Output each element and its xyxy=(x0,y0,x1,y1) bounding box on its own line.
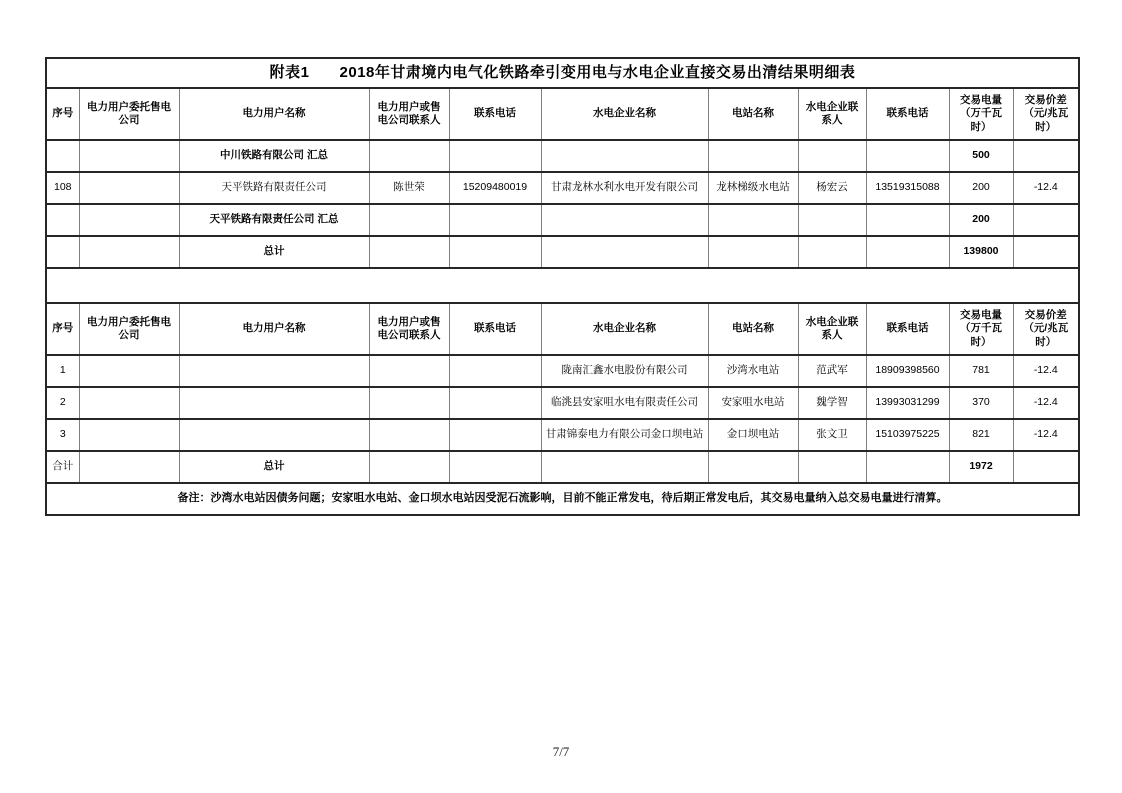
cell-hydro-contact xyxy=(798,451,866,483)
cell-hydro-phone: 18909398560 xyxy=(866,355,949,387)
cell-power-user-name: 总计 xyxy=(179,236,369,268)
column-header-user-or-sales-contact: 电力用户或售电公司联系人 xyxy=(369,88,449,140)
section-spacer-row xyxy=(46,268,1079,303)
cell-price-diff xyxy=(1013,236,1079,268)
cell-entrusted-sales-company xyxy=(79,204,179,236)
cell-hydro-contact xyxy=(798,204,866,236)
cell-hydro-company-name: 临洮县安家咀水电有限责任公司 xyxy=(541,387,708,419)
cell-contact-phone xyxy=(449,387,541,419)
table-title-cell xyxy=(46,58,1079,88)
cell-hydro-contact: 杨宏云 xyxy=(798,172,866,204)
cell-hydro-company-name xyxy=(541,140,708,172)
cell-hydro-company-name xyxy=(541,451,708,483)
cell-station-name: 龙林梯级水电站 xyxy=(708,172,798,204)
cell-power-user-name xyxy=(179,355,369,387)
cell-user-or-sales-contact xyxy=(369,140,449,172)
table-row xyxy=(46,355,1079,387)
table-row xyxy=(46,236,1079,268)
cell-trade-volume: 200 xyxy=(949,172,1013,204)
cell-hydro-phone: 15103975225 xyxy=(866,419,949,451)
column-header-station-name: 电站名称 xyxy=(708,303,798,355)
cell-station-name: 安家咀水电站 xyxy=(708,387,798,419)
table-title-prefix: 附表1 xyxy=(269,63,310,81)
cell-power-user-name: 总计 xyxy=(179,451,369,483)
cell-price-diff: -12.4 xyxy=(1013,355,1079,387)
cell-trade-volume: 1972 xyxy=(949,451,1013,483)
column-header-price-diff: 交易价差（元/兆瓦时） xyxy=(1013,303,1079,355)
column-header-row xyxy=(46,303,1079,355)
cell-user-or-sales-contact xyxy=(369,387,449,419)
column-header-trade-volume: 交易电量（万千瓦时） xyxy=(949,88,1013,140)
cell-hydro-contact: 魏学智 xyxy=(798,387,866,419)
cell-station-name xyxy=(708,451,798,483)
column-header-contact-phone: 联系电话 xyxy=(449,303,541,355)
section1-header xyxy=(46,88,1079,140)
cell-hydro-company-name: 甘肃锦泰电力有限公司金口坝电站 xyxy=(541,419,708,451)
cell-seq: 3 xyxy=(46,419,79,451)
cell-price-diff: -12.4 xyxy=(1013,419,1079,451)
cell-contact-phone xyxy=(449,236,541,268)
cell-trade-volume: 781 xyxy=(949,355,1013,387)
cell-contact-phone xyxy=(449,204,541,236)
cell-hydro-contact: 张文卫 xyxy=(798,419,866,451)
cell-user-or-sales-contact xyxy=(369,355,449,387)
cell-user-or-sales-contact xyxy=(369,419,449,451)
cell-entrusted-sales-company xyxy=(79,355,179,387)
cell-entrusted-sales-company xyxy=(79,419,179,451)
cell-seq: 1 xyxy=(46,355,79,387)
cell-power-user-name: 中川铁路有限公司 汇总 xyxy=(179,140,369,172)
cell-price-diff xyxy=(1013,204,1079,236)
cell-hydro-contact: 范武军 xyxy=(798,355,866,387)
section2-rows xyxy=(46,355,1079,483)
cell-trade-volume: 500 xyxy=(949,140,1013,172)
cell-contact-phone xyxy=(449,140,541,172)
cell-price-diff: -12.4 xyxy=(1013,172,1079,204)
remark-cell: 备注：沙湾水电站因债务问题；安家咀水电站、金口坝水电站因受泥石流影响，目前不能正常发电，待后期正常发电后，其交易电量纳入总交易电量进行清算。 xyxy=(46,483,1079,515)
column-header-entrusted-sales-company: 电力用户委托售电公司 xyxy=(79,88,179,140)
column-header-power-user-name: 电力用户名称 xyxy=(179,88,369,140)
cell-power-user-name xyxy=(179,387,369,419)
cell-station-name: 金口坝电站 xyxy=(708,419,798,451)
cell-power-user-name: 天平铁路有限责任公司 xyxy=(179,172,369,204)
column-header-entrusted-sales-company: 电力用户委托售电公司 xyxy=(79,303,179,355)
cell-user-or-sales-contact xyxy=(369,204,449,236)
cell-entrusted-sales-company xyxy=(79,451,179,483)
cell-hydro-contact xyxy=(798,236,866,268)
cell-price-diff: -12.4 xyxy=(1013,387,1079,419)
cell-user-or-sales-contact xyxy=(369,451,449,483)
cell-contact-phone: 15209480019 xyxy=(449,172,541,204)
cell-seq xyxy=(46,236,79,268)
section2-header xyxy=(46,303,1079,355)
cell-seq: 108 xyxy=(46,172,79,204)
cell-contact-phone xyxy=(449,355,541,387)
column-header-hydro-company-name: 水电企业名称 xyxy=(541,88,708,140)
table-row xyxy=(46,140,1079,172)
cell-hydro-phone: 13993031299 xyxy=(866,387,949,419)
cell-trade-volume: 200 xyxy=(949,204,1013,236)
table-row xyxy=(46,451,1079,483)
cell-user-or-sales-contact: 陈世荣 xyxy=(369,172,449,204)
column-header-price-diff: 交易价差（元/兆瓦时） xyxy=(1013,88,1079,140)
column-header-row xyxy=(46,88,1079,140)
cell-hydro-company-name xyxy=(541,204,708,236)
cell-hydro-company-name: 陇南汇鑫水电股份有限公司 xyxy=(541,355,708,387)
table-row xyxy=(46,419,1079,451)
cell-entrusted-sales-company xyxy=(79,172,179,204)
cell-station-name xyxy=(708,204,798,236)
section-spacer-cell xyxy=(46,268,1079,303)
column-header-power-user-name: 电力用户名称 xyxy=(179,303,369,355)
cell-entrusted-sales-company xyxy=(79,140,179,172)
column-header-seq: 序号 xyxy=(46,303,79,355)
column-header-hydro-contact: 水电企业联系人 xyxy=(798,303,866,355)
cell-hydro-phone xyxy=(866,140,949,172)
page-number: 7/7 xyxy=(552,744,570,759)
column-header-seq: 序号 xyxy=(46,88,79,140)
cell-contact-phone xyxy=(449,451,541,483)
column-header-hydro-phone: 联系电话 xyxy=(866,88,949,140)
cell-trade-volume: 821 xyxy=(949,419,1013,451)
cell-trade-volume: 370 xyxy=(949,387,1013,419)
cell-power-user-name xyxy=(179,419,369,451)
table-row xyxy=(46,387,1079,419)
cell-hydro-phone: 13519315088 xyxy=(866,172,949,204)
column-header-hydro-contact: 水电企业联系人 xyxy=(798,88,866,140)
table-row xyxy=(46,204,1079,236)
column-header-trade-volume: 交易电量（万千瓦时） xyxy=(949,303,1013,355)
cell-seq xyxy=(46,140,79,172)
cell-seq: 2 xyxy=(46,387,79,419)
column-header-hydro-company-name: 水电企业名称 xyxy=(541,303,708,355)
cell-hydro-phone xyxy=(866,451,949,483)
cell-contact-phone xyxy=(449,419,541,451)
cell-trade-volume: 139800 xyxy=(949,236,1013,268)
cell-price-diff xyxy=(1013,451,1079,483)
cell-hydro-phone xyxy=(866,204,949,236)
cell-hydro-company-name: 甘肃龙林水利水电开发有限公司 xyxy=(541,172,708,204)
cell-hydro-company-name xyxy=(541,236,708,268)
cell-price-diff xyxy=(1013,140,1079,172)
column-header-hydro-phone: 联系电话 xyxy=(866,303,949,355)
section1-rows xyxy=(46,140,1079,268)
cell-seq: 合计 xyxy=(46,451,79,483)
column-header-station-name: 电站名称 xyxy=(708,88,798,140)
cell-station-name xyxy=(708,140,798,172)
document-sheet xyxy=(45,57,1080,516)
column-header-user-or-sales-contact: 电力用户或售电公司联系人 xyxy=(369,303,449,355)
column-header-contact-phone: 联系电话 xyxy=(449,88,541,140)
cell-entrusted-sales-company xyxy=(79,387,179,419)
remark-row xyxy=(46,483,1079,515)
trade-result-table xyxy=(45,57,1080,516)
cell-seq xyxy=(46,204,79,236)
cell-station-name xyxy=(708,236,798,268)
table-row xyxy=(46,172,1079,204)
cell-station-name: 沙湾水电站 xyxy=(708,355,798,387)
cell-hydro-contact xyxy=(798,140,866,172)
cell-user-or-sales-contact xyxy=(369,236,449,268)
table-title-row xyxy=(46,58,1079,88)
cell-power-user-name: 天平铁路有限责任公司 汇总 xyxy=(179,204,369,236)
table-title-text: 2018年甘肃境内电气化铁路牵引变用电与水电企业直接交易出清结果明细表 xyxy=(339,63,856,81)
cell-hydro-phone xyxy=(866,236,949,268)
cell-entrusted-sales-company xyxy=(79,236,179,268)
